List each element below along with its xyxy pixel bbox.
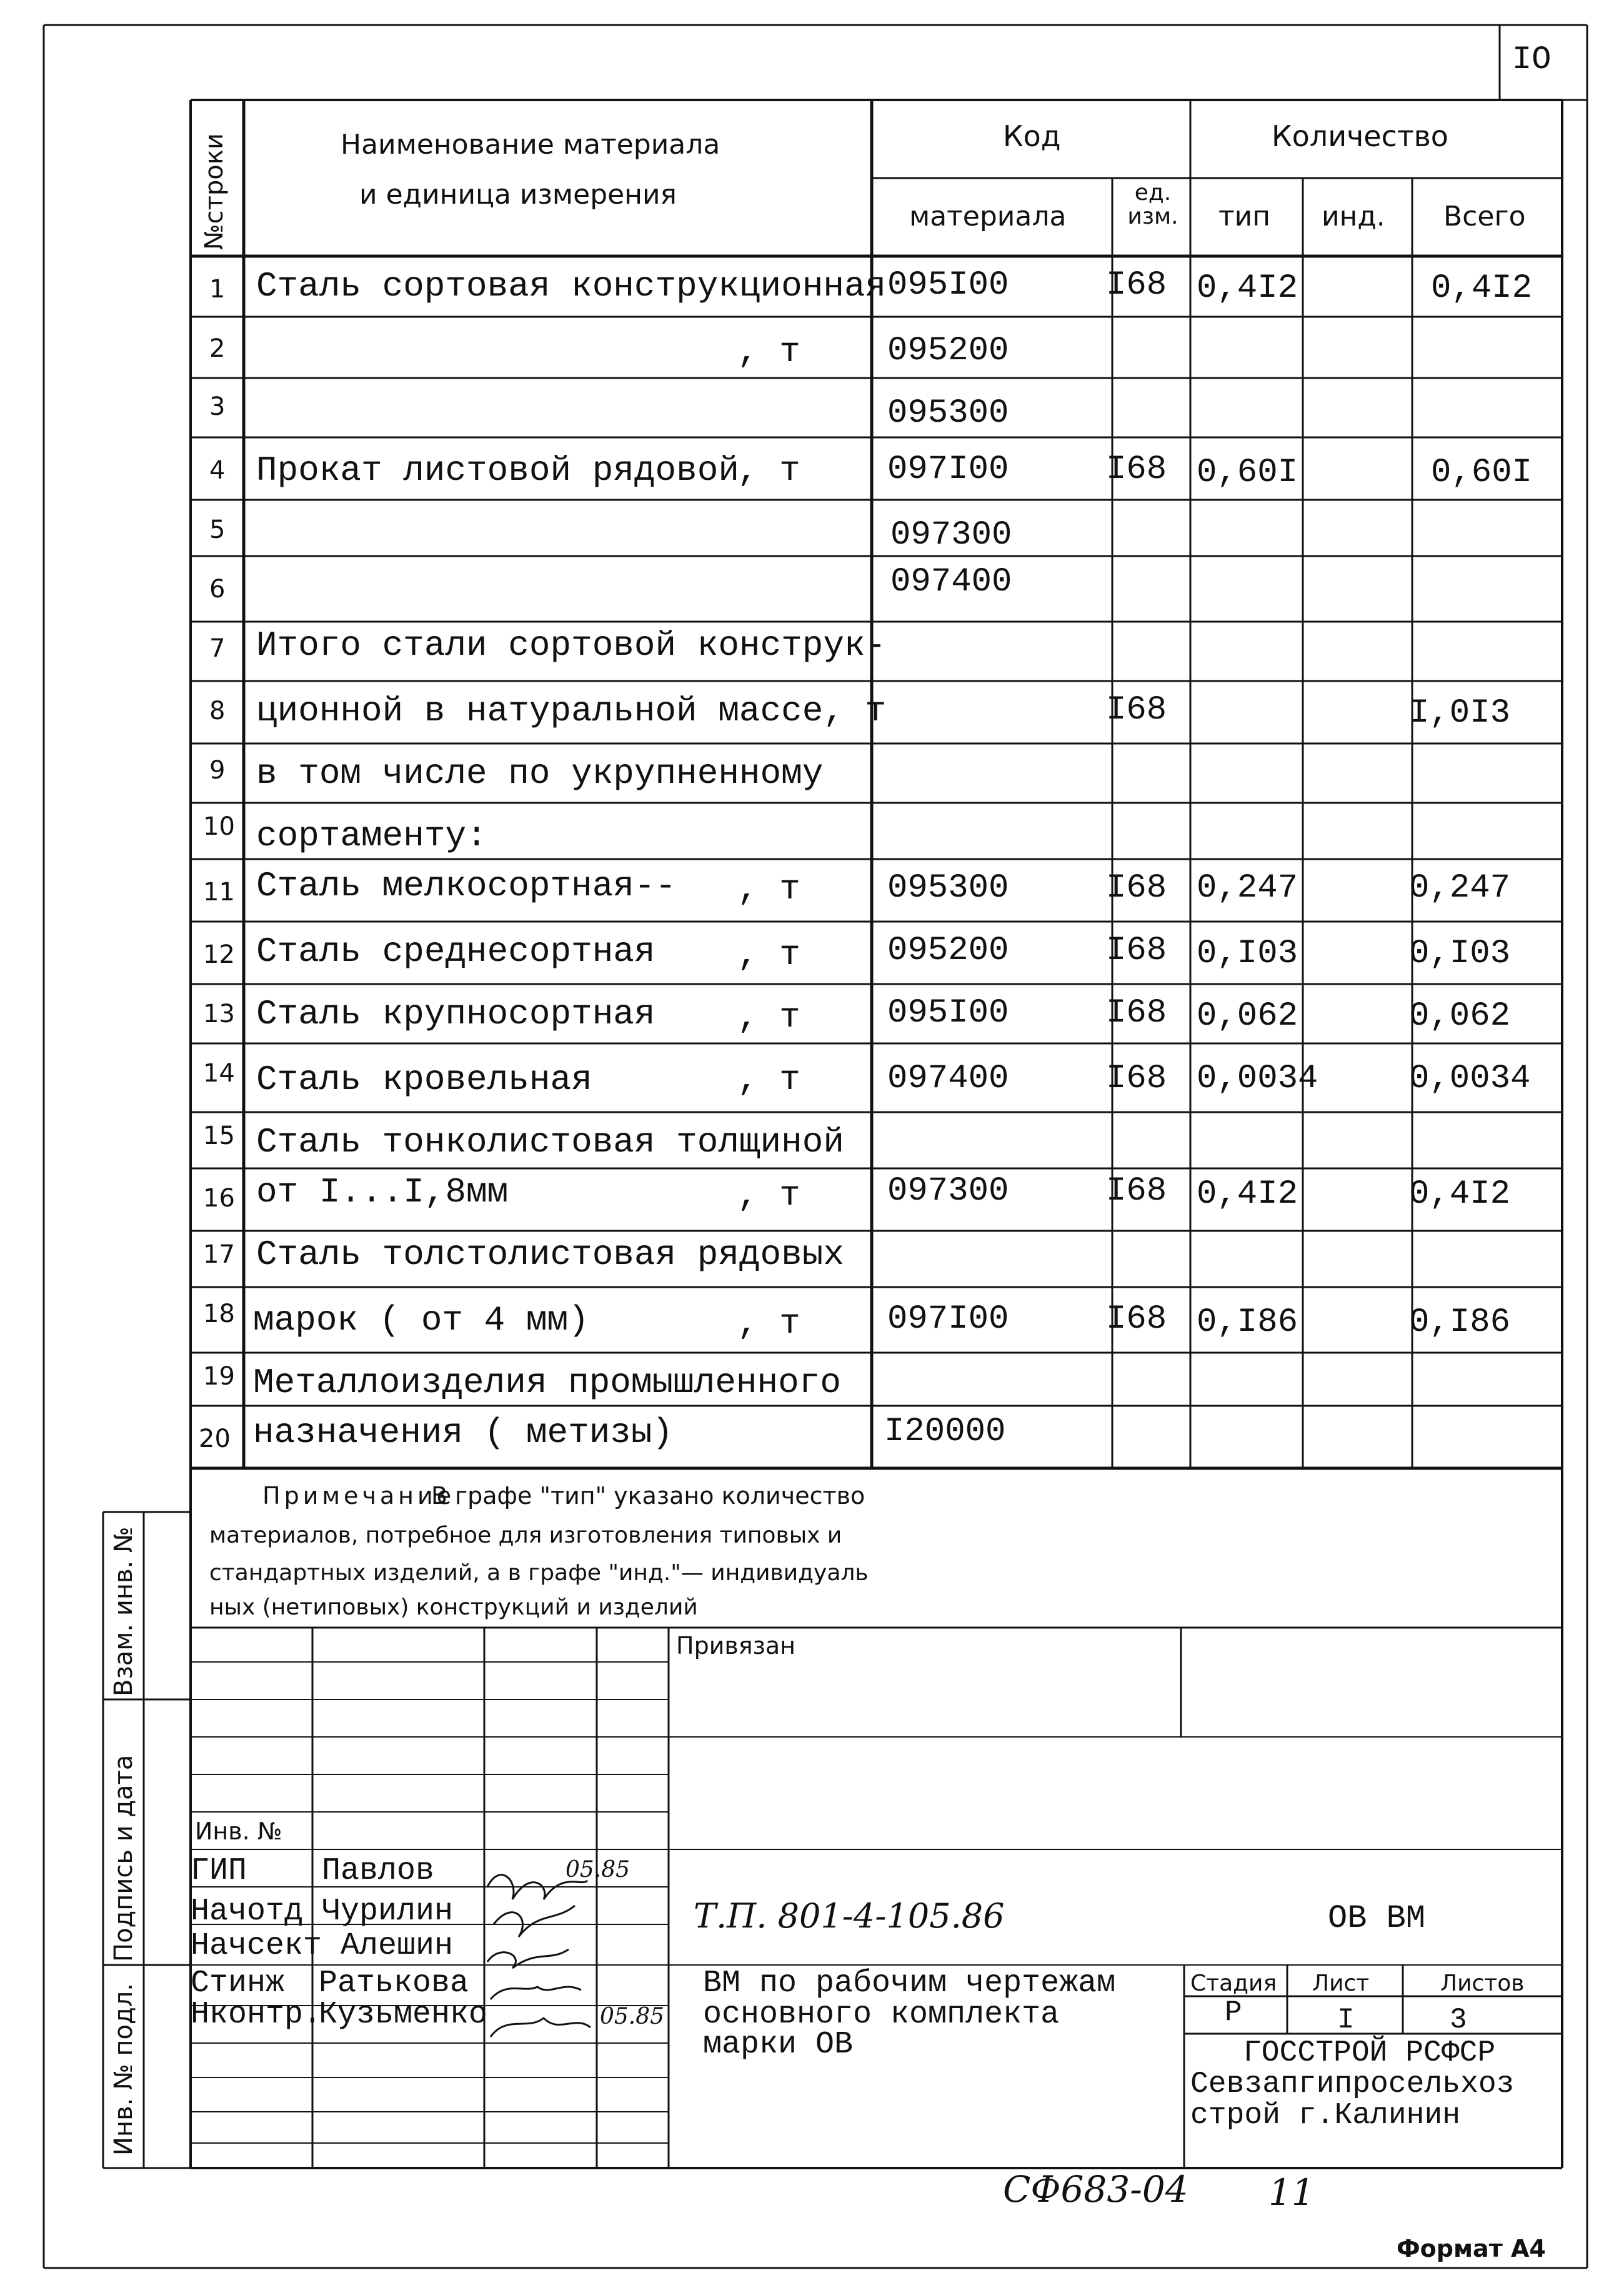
row-number: 13 (203, 1000, 235, 1028)
row-number: 3 (209, 392, 226, 421)
row-name: Прокат листовой рядовой (256, 450, 739, 490)
row-name: Сталь сортовая конструкционная (256, 266, 887, 306)
sheets-value: 3 (1450, 2004, 1467, 2036)
inv-no-label: Инв. № (195, 1818, 282, 1845)
row-type: 0,60I (1197, 454, 1298, 492)
row-unit: I68 (1106, 450, 1167, 489)
row-number: 5 (209, 515, 226, 544)
row-type: 0,0034 (1197, 1060, 1318, 1098)
role: Начсект (191, 1928, 322, 1964)
row-total: I,0I3 (1409, 694, 1511, 732)
row-unit-suffix: , т (737, 1060, 800, 1100)
name: Алешин (341, 1928, 454, 1964)
role: Стинж (191, 1966, 285, 2001)
format-label: Формат А4 (1397, 2235, 1546, 2262)
row-type: 0,4I2 (1197, 269, 1298, 307)
stage-label: Стадия (1190, 1971, 1277, 1996)
header-qty-type: тип (1218, 201, 1270, 232)
row-total: 0,062 (1409, 997, 1511, 1035)
row-unit: I68 (1106, 1300, 1167, 1338)
header-qty-ind: инд. (1322, 201, 1385, 232)
row-type: 0,4I2 (1197, 1175, 1298, 1213)
row-code: 095300 (887, 394, 1009, 432)
row-name: сортаменту: (256, 816, 487, 856)
doc-code: Т.П. 801-4-105.86 (694, 1896, 1005, 1936)
row-code: 097I00 (887, 450, 1009, 489)
row-number: 10 (203, 812, 235, 841)
row-total: 0,I86 (1409, 1303, 1511, 1341)
row-number: 9 (209, 756, 226, 785)
row-code: 095200 (887, 932, 1009, 970)
title-line2: основного комплекта (703, 1997, 1060, 2032)
side-label-podpis: Подпись и дата (109, 1754, 138, 1962)
row-unit-suffix: , т (737, 869, 800, 909)
role: Начотд (191, 1894, 304, 1929)
row-number: 20 (199, 1425, 231, 1453)
row-name: Сталь тонколистовая толщиной (256, 1122, 844, 1162)
row-name: марок ( от 4 мм) (253, 1300, 589, 1340)
page-number: IO (1512, 41, 1552, 78)
archive-page: 11 (1268, 2171, 1315, 2214)
title-line3: марки ОВ (703, 2027, 854, 2062)
row-number: 6 (209, 575, 226, 604)
title-line1: ВМ по рабочим чертежам (703, 1966, 1116, 2001)
row-name: ционной в натуральной массе, т (256, 691, 887, 731)
row-name: в том числе по укрупненному (256, 754, 824, 793)
date: 05.85 (600, 2004, 665, 2029)
row-number: 12 (203, 940, 235, 969)
role: ГИП (191, 1853, 247, 1889)
header-name-line1: Наименование материала (341, 129, 720, 161)
note-line2: материалов, потребное для изготовления типовых и (209, 1523, 842, 1548)
stage-value: Р (1225, 1996, 1242, 2029)
side-label-inv-podl: Инв. № подл. (109, 1983, 138, 2156)
header-row-no: №строки (200, 133, 229, 250)
row-number: 1 (209, 275, 226, 304)
sheet-label: Лист (1312, 1971, 1370, 1996)
date: 05.85 (565, 1857, 630, 1883)
note-line4: ных (нетиповых) конструкций и изделий (209, 1594, 698, 1620)
header-quantity: Количество (1272, 119, 1448, 153)
row-type: 0,I03 (1197, 935, 1298, 973)
archive-number: СФ683-04 (1003, 2168, 1188, 2211)
row-name: Сталь кровельная (256, 1060, 592, 1100)
name: Кузьменко (319, 1997, 488, 2032)
row-code: 097400 (887, 1060, 1009, 1098)
header-code-unit: ед. изм. (1127, 180, 1178, 229)
row-total: 0,0034 (1409, 1060, 1531, 1098)
header-name-line2: и единица измерения (359, 179, 677, 211)
row-number: 16 (203, 1184, 235, 1213)
row-name: Сталь толстолистовая рядовых (256, 1235, 844, 1275)
row-unit: I68 (1106, 1172, 1167, 1210)
row-code: 097400 (890, 563, 1012, 601)
row-unit-suffix: , т (737, 332, 800, 372)
row-total: 0,4I2 (1431, 269, 1533, 307)
row-total: 0,4I2 (1409, 1175, 1511, 1213)
row-number: 7 (209, 634, 226, 663)
name: Павлов (322, 1853, 435, 1889)
note-label: Примечание (262, 1482, 456, 1510)
row-code: 095I00 (887, 994, 1009, 1032)
row-name: от I...I,8мм (256, 1172, 509, 1212)
row-number: 14 (203, 1059, 235, 1088)
row-code: 095200 (887, 332, 1009, 370)
org-line2: Севзапгипросельхоз (1190, 2067, 1515, 2101)
signatures (487, 1875, 590, 2037)
row-unit: I68 (1106, 994, 1167, 1032)
sheet-value: I (1337, 2004, 1355, 2036)
row-unit: I68 (1106, 869, 1167, 907)
row-number: 8 (209, 697, 226, 725)
row-number: 15 (203, 1122, 235, 1150)
row-unit: I68 (1106, 932, 1167, 970)
row-unit-suffix: , т (737, 450, 800, 490)
row-name: Сталь среднесортная (256, 932, 655, 972)
row-name: Итого стали сортовой конструк- (256, 625, 887, 665)
row-type: 0,062 (1197, 997, 1298, 1035)
row-code: 097300 (887, 1172, 1009, 1210)
row-unit: I68 (1106, 691, 1167, 729)
name: Чурилин (322, 1894, 454, 1929)
header-code: Код (1003, 119, 1061, 153)
row-code: 095I00 (887, 266, 1009, 304)
row-unit-suffix: , т (737, 935, 800, 975)
row-number: 19 (203, 1362, 235, 1391)
row-name: Металлоизделия промышленного (253, 1363, 841, 1403)
row-total: 0,60I (1431, 454, 1533, 492)
side-label-vzam: Взам. инв. № (109, 1526, 138, 1696)
row-number: 18 (203, 1300, 235, 1328)
row-unit: I68 (1106, 266, 1167, 304)
role: Нконтр. (191, 1997, 322, 2032)
row-name: Сталь крупносортная (256, 994, 655, 1034)
doc-mark: ОВ ВМ (1328, 1900, 1426, 1937)
row-total: 0,247 (1409, 869, 1511, 907)
privyazan-label: Привязан (676, 1632, 795, 1659)
row-code: 097300 (890, 516, 1012, 554)
note-line3: стандартных изделий, а в графе "инд."— индивидуаль (209, 1560, 869, 1586)
note-line1: В графе "тип" указано количество (431, 1482, 865, 1510)
row-unit: I68 (1106, 1060, 1167, 1098)
row-unit-suffix: , т (737, 1175, 800, 1215)
name: Ратькова (319, 1966, 469, 2001)
row-unit-suffix: , т (737, 997, 800, 1037)
header-code-material: материала (909, 201, 1067, 232)
sheets-label: Листов (1440, 1971, 1525, 1996)
row-code: I20000 (884, 1413, 1006, 1451)
row-number: 17 (203, 1240, 235, 1269)
row-code: 095300 (887, 869, 1009, 907)
row-number: 4 (209, 456, 226, 485)
org-line3: строй г.Калинин (1190, 2099, 1461, 2132)
row-code: 097I00 (887, 1300, 1009, 1338)
row-type: 0,247 (1197, 869, 1298, 907)
org-line1: ГОССТРОЙ РСФСР (1243, 2036, 1496, 2070)
row-number: 11 (203, 878, 235, 907)
row-name: назначения ( метизы) (253, 1413, 674, 1453)
row-total: 0,I03 (1409, 935, 1511, 973)
header-qty-total: Всего (1443, 201, 1526, 232)
row-type: 0,I86 (1197, 1303, 1298, 1341)
row-number: 2 (209, 334, 226, 363)
row-name: Сталь мелкосортная-- (256, 866, 677, 906)
row-unit-suffix: , т (737, 1303, 800, 1343)
